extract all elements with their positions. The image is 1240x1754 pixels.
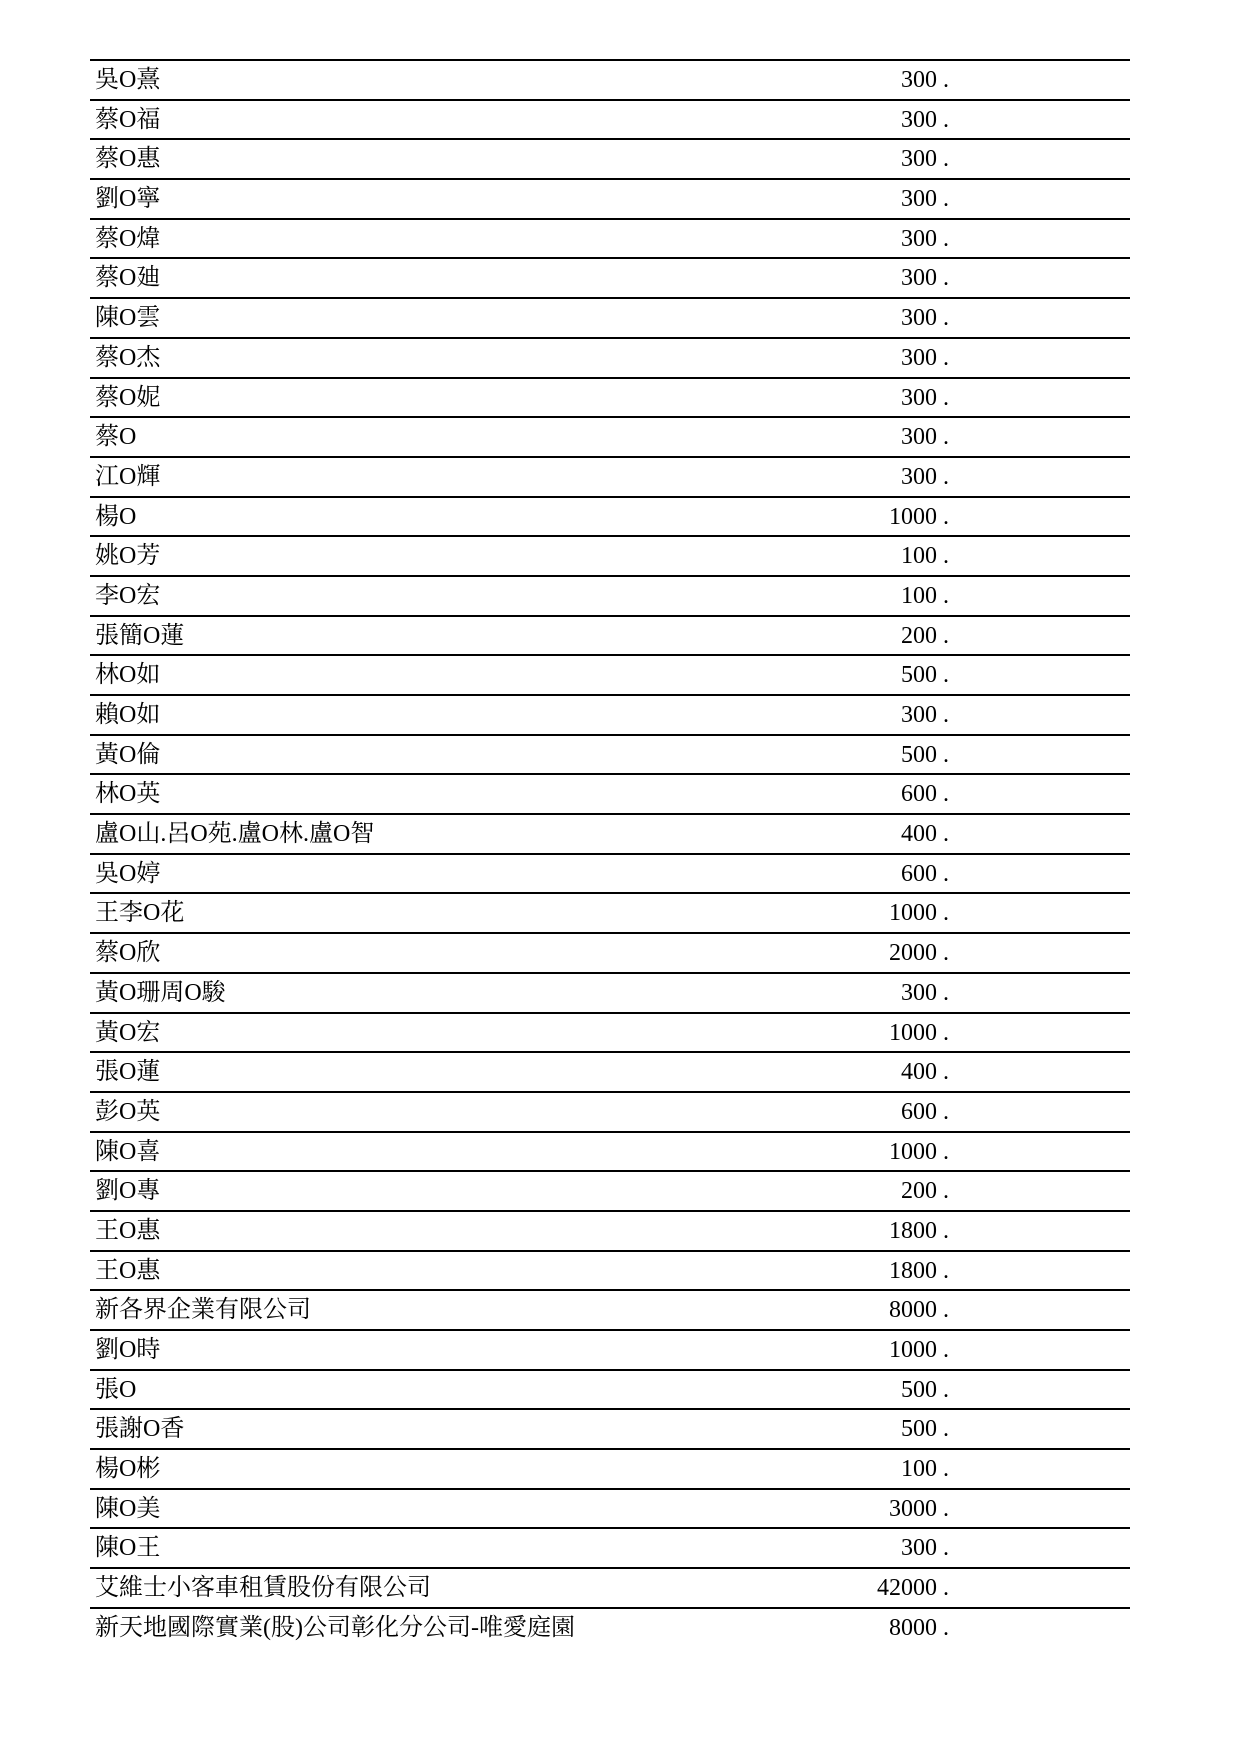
list-item [90,734,1130,774]
list-item [90,138,1130,178]
list-item [90,575,1130,615]
donation-amount: 300 . [901,225,949,252]
donor-name: 陳O王 [95,1535,161,1562]
donor-name: 陳O美 [95,1495,161,1522]
list-item [90,1012,1130,1052]
donor-name: 王O惠 [95,1217,161,1244]
donation-amount: 1000 . [889,503,949,530]
donation-amount: 100 . [901,1456,949,1483]
donor-name: 蔡O廸 [95,265,161,292]
donor-name: 艾維士小客車租賃股份有限公司 [95,1575,431,1602]
list-item [90,99,1130,139]
donation-amount: 500 . [901,1376,949,1403]
donor-name: 王李O花 [95,900,185,927]
donor-name: 黃O倫 [95,741,161,768]
donor-name: 蔡O福 [95,106,161,133]
donation-amount: 500 . [901,1416,949,1443]
list-item [90,972,1130,1012]
list-item [90,1607,1130,1647]
donation-amount: 1800 . [889,1257,949,1284]
donation-amount: 1000 . [889,1138,949,1165]
donation-amount: 300 . [901,384,949,411]
donor-name: 李O宏 [95,582,161,609]
list-item [90,813,1130,853]
donation-amount: 200 . [901,1178,949,1205]
donation-amount: 400 . [901,821,949,848]
donation-amount: 100 . [901,543,949,570]
donor-name: 張簡O蓮 [95,622,185,649]
donation-amount: 1000 . [889,900,949,927]
donation-amount: 600 . [901,1098,949,1125]
list-item [90,1091,1130,1131]
donation-amount: 500 . [901,662,949,689]
donation-amount: 1800 . [889,1217,949,1244]
donation-amount: 300 . [901,702,949,728]
list-item [90,496,1130,536]
list-item [90,1210,1130,1250]
donor-name: 蔡O煒 [95,225,161,252]
donation-amount: 300 . [901,1535,949,1562]
donation-amount: 8000 . [889,1614,949,1641]
donor-name: 張謝O香 [95,1416,185,1443]
donor-name: 姚O芳 [95,543,161,570]
donor-name: 吳O熹 [95,67,161,93]
list-item [90,178,1130,218]
donor-name: 黃O珊周O駿 [95,979,226,1006]
donor-name: 林O如 [95,662,161,689]
donation-amount: 300 . [901,67,949,93]
donor-name: 新各界企業有限公司 [95,1297,311,1324]
list-item [90,257,1130,297]
donor-name: 蔡O杰 [95,344,161,371]
list-item [90,932,1130,972]
list-item [90,1329,1130,1369]
donation-amount: 300 . [901,265,949,292]
donor-name: 王O惠 [95,1257,161,1284]
donor-name: 劉O專 [95,1178,161,1205]
donation-amount: 200 . [901,622,949,649]
donation-amount: 300 . [901,424,949,451]
list-item [90,1488,1130,1528]
list-item [90,416,1130,456]
list-item [90,456,1130,496]
donation-amount: 300 . [901,146,949,173]
list-item [90,59,1130,99]
list-item [90,1527,1130,1567]
donor-name: 吳O婷 [95,860,161,887]
list-item [90,853,1130,893]
donation-amount: 300 . [901,106,949,133]
donation-amount: 500 . [901,741,949,768]
list-item [90,1051,1130,1091]
donor-name: 黃O宏 [95,1019,161,1046]
list-item [90,377,1130,417]
donor-name: 新天地國際實業(股)公司彰化分公司-唯愛庭園 [95,1614,575,1641]
list-item [90,1567,1130,1607]
donor-name: 楊O彬 [95,1456,161,1483]
donation-amount: 1000 . [889,1019,949,1046]
donation-amount: 300 . [901,344,949,371]
donation-amount: 300 . [901,186,949,213]
list-item [90,297,1130,337]
donation-amount: 300 . [901,979,949,1006]
donation-amount: 1000 . [889,1337,949,1363]
list-item [90,694,1130,734]
donation-amount: 100 . [901,582,949,609]
donor-name: 張O [95,1376,137,1403]
donation-amount: 600 . [901,781,949,808]
list-item [90,1408,1130,1448]
donation-amount: 2000 . [889,940,949,967]
donation-amount: 8000 . [889,1297,949,1324]
donor-name: 蔡O妮 [95,384,161,411]
list-item [90,337,1130,377]
donation-amount: 300 . [901,305,949,332]
list-item [90,1289,1130,1329]
donor-name: 盧O山.呂O苑.盧O林.盧O智 [95,821,375,848]
donor-name: 蔡O [95,424,137,451]
list-item [90,615,1130,655]
list-item [90,535,1130,575]
list-item [90,1369,1130,1409]
donation-amount: 42000 . [877,1575,949,1602]
donor-name: 楊O [95,503,137,530]
list-item [90,654,1130,694]
donor-name: 賴O如 [95,702,161,728]
list-item [90,1448,1130,1488]
donor-name: 彭O英 [95,1098,161,1125]
donor-name: 劉O寧 [95,186,161,213]
donor-name: 劉O時 [95,1337,161,1363]
list-item [90,1250,1130,1290]
donation-amount: 600 . [901,860,949,887]
donor-name: 林O英 [95,781,161,808]
list-item [90,773,1130,813]
donation-amount: 300 . [901,463,949,490]
donor-name: 陳O雲 [95,305,161,332]
donor-name: 蔡O惠 [95,146,161,173]
list-item [90,1131,1130,1171]
list-item [90,218,1130,258]
donor-name: 江O輝 [95,463,161,490]
donation-amount: 400 . [901,1059,949,1086]
donor-name: 蔡O欣 [95,940,161,967]
donor-name: 陳O喜 [95,1138,161,1165]
list-item [90,892,1130,932]
list-item [90,1170,1130,1210]
donation-amount: 3000 . [889,1495,949,1522]
donor-name: 張O蓮 [95,1059,161,1086]
donation-list [90,59,1130,1647]
